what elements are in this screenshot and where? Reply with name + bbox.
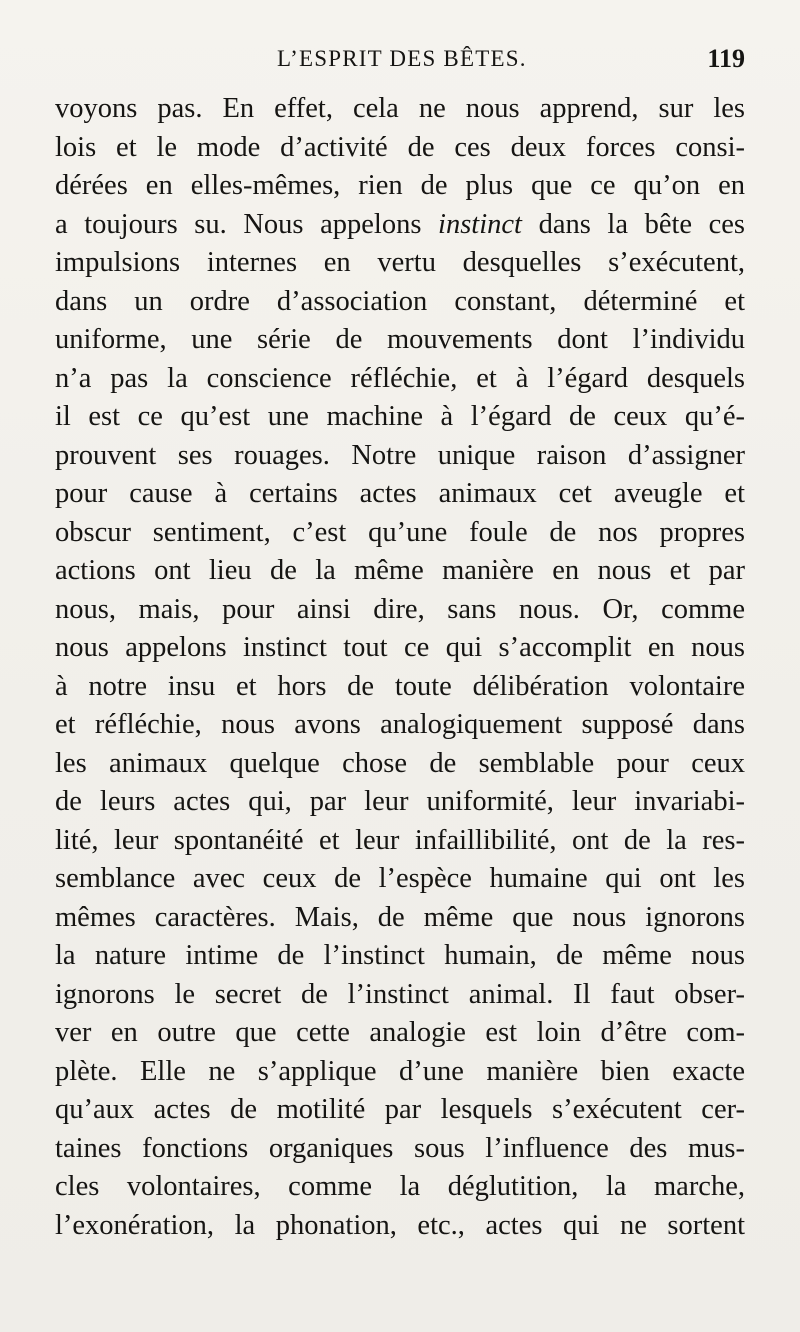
text-line: il est ce qu’est une machine à l’égard de ceux qu’é- xyxy=(55,401,745,432)
text-line: ignorons le secret de l’instinct animal. Il faut obser- xyxy=(55,978,745,1010)
text-line: pour cause à certains actes animaux cet aveugle et xyxy=(55,478,745,509)
text-line: obscur sentiment, c’est qu’une foule de nos propres xyxy=(55,516,745,548)
text-line: les animaux quelque chose de semblable pour ceux xyxy=(55,747,745,779)
running-head xyxy=(55,42,745,76)
text-line: lois et le mode d’activité de ces deux forces consi- xyxy=(55,131,745,163)
text-line: plète. Elle ne s’applique d’une manière bien exacte xyxy=(55,1055,745,1087)
running-title: L’ESPRIT DES BÊTES. xyxy=(277,46,527,71)
page-number: 119 xyxy=(707,44,745,73)
text-line: l’exonération, la phonation, etc., actes qui ne sortent xyxy=(55,1209,745,1241)
text-line: impulsions internes en vertu desquelles s’exécutent, xyxy=(55,247,745,278)
italic-term: instinct xyxy=(438,208,522,240)
text-line: nous appelons instinct tout ce qui s’accomplit en nous xyxy=(55,632,745,663)
text-segment: a toujours su. Nous appelons xyxy=(55,208,422,240)
body-text xyxy=(55,90,745,1245)
text-line: taines fonctions organiques sous l’influence des mus- xyxy=(55,1132,745,1164)
text-line: et réfléchie, nous avons analogiquement supposé dans xyxy=(55,709,745,740)
text-line: cles volontaires, comme la déglutition, la marche, xyxy=(55,1171,745,1202)
text-line: de leurs actes qui, par leur uniformité, leur invariabi- xyxy=(55,786,745,817)
text-line: n’a pas la conscience réfléchie, et à l’égard desquels xyxy=(55,362,745,394)
text-line: dans un ordre d’association constant, déterminé et xyxy=(55,285,745,317)
text-line: prouvent ses rouages. Notre unique raison d’assigner xyxy=(55,439,745,471)
text-line: qu’aux actes de motilité par lesquels s’exécutent cer- xyxy=(55,1094,745,1125)
text-line: uniforme, une série de mouvements dont l’individu xyxy=(55,324,745,355)
text-line: semblance avec ceux de l’espèce humaine qui ont les xyxy=(55,863,745,894)
text-segment: dans la bête ces xyxy=(538,208,745,240)
text-line: dérées en elles-mêmes, rien de plus que ce qu’on en xyxy=(55,170,745,201)
text-line: ver en outre que cette analogie est loin d’être com- xyxy=(55,1017,745,1048)
text-line: la nature intime de l’instinct humain, de même nous xyxy=(55,940,745,971)
text-line: à notre insu et hors de toute délibération volontaire xyxy=(55,670,745,702)
text-line: mêmes caractères. Mais, de même que nous ignorons xyxy=(55,901,745,933)
text-line: lité, leur spontanéité et leur infaillibilité, ont de la res- xyxy=(55,824,745,856)
text-line: actions ont lieu de la même manière en nous et par xyxy=(55,555,745,586)
text-line xyxy=(55,206,745,245)
text-line: nous, mais, pour ainsi dire, sans nous. Or, comme xyxy=(55,593,745,625)
text-line: voyons pas. En effet, cela ne nous apprend, sur les xyxy=(55,93,745,124)
